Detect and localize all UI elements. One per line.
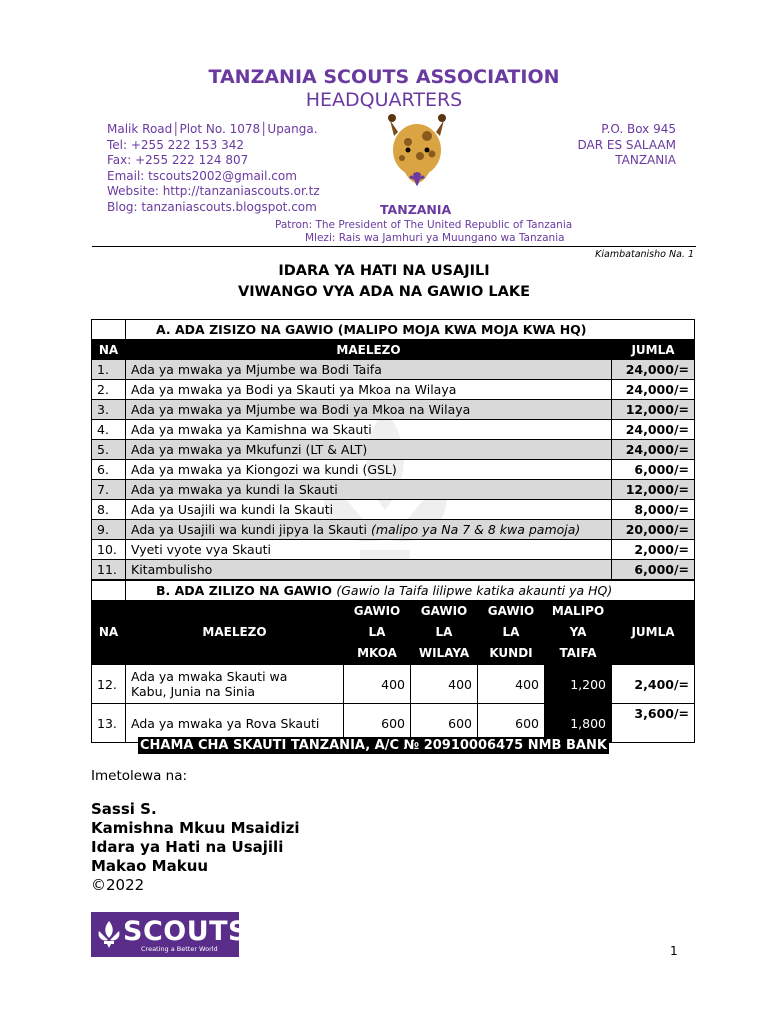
- page-number: 1: [670, 944, 678, 958]
- signature-block: [91, 800, 300, 876]
- row-amount: 24,000/=: [612, 360, 695, 380]
- row-amount: 24,000/=: [612, 440, 695, 460]
- row-amount: 12,000/=: [612, 480, 695, 500]
- table-row: [92, 380, 695, 400]
- row-amount: 6,000/=: [612, 460, 695, 480]
- hdr-line: GAWIO: [487, 604, 535, 618]
- giraffe-logo-icon: [372, 112, 462, 204]
- row-number: 3.: [92, 400, 126, 420]
- fees-table-b: [91, 580, 695, 743]
- fees-table-a: [91, 319, 695, 580]
- row-description: Vyeti vyote vya Skauti: [126, 540, 612, 560]
- hdr-line: TAIFA: [559, 646, 597, 660]
- patron-sw: Mlezi: Rais wa Jamhuri ya Muungano wa Tanzania: [305, 232, 565, 244]
- row-amount: 20,000/=: [612, 520, 695, 540]
- row-number: 12.: [92, 665, 126, 704]
- address-line: Email: tscouts2002@gmail.com: [107, 168, 297, 183]
- table-row: [92, 440, 695, 460]
- row-amount: 8,000/=: [612, 500, 695, 520]
- hdr-line: KUNDI: [489, 646, 533, 660]
- hdr-line: WILAYA: [418, 646, 470, 660]
- row-mkoa: 600: [344, 704, 411, 743]
- row-amount: 2,000/=: [612, 540, 695, 560]
- signatory-name: Sassi S.: [91, 800, 157, 818]
- row-wilaya: 600: [411, 704, 478, 743]
- table-row: [92, 520, 695, 540]
- scouts-logo: [91, 912, 257, 957]
- table-row: [92, 360, 695, 380]
- header-gawio-kundi: [478, 601, 545, 665]
- address-line: Website: http://tanzaniascouts.or.tz: [107, 184, 320, 198]
- empty-cell: [92, 320, 126, 340]
- issued-by-label: Imetolewa na:: [91, 768, 188, 784]
- header-na: NA: [92, 340, 126, 360]
- table-row: [92, 540, 695, 560]
- header-gawio-mkoa: [344, 601, 411, 665]
- address-line: Blog: tanzaniascouts.blogspot.com: [107, 199, 317, 214]
- row-amount: 24,000/=: [612, 420, 695, 440]
- row-number: 8.: [92, 500, 126, 520]
- hdr-line: YA: [569, 625, 587, 639]
- signatory-office: Makao Makuu: [91, 857, 209, 875]
- hdr-line: GAWIO: [353, 604, 401, 618]
- table-row: [92, 560, 695, 580]
- table-row: [92, 500, 695, 520]
- address-line: TANZANIA: [615, 153, 676, 167]
- scouts-tagline: Creating a Better World: [141, 945, 218, 953]
- address-line: DAR ES SALAAM: [577, 137, 676, 152]
- row-number: 9.: [92, 520, 126, 540]
- header-maelezo: MAELEZO: [126, 340, 612, 360]
- row-wilaya: 400: [411, 665, 478, 704]
- table-row: [92, 400, 695, 420]
- row-number: 6.: [92, 460, 126, 480]
- row-description: Ada ya mwaka ya Mkufunzi (LT & ALT): [126, 440, 612, 460]
- table-row: [92, 460, 695, 480]
- row-taifa: 1,200: [545, 665, 612, 704]
- table-header-row: [92, 601, 695, 665]
- header-malipo-taifa: [545, 601, 612, 665]
- address-left: [107, 122, 320, 215]
- attachment-number: Kiambatanisho Na. 1: [595, 249, 694, 260]
- address-line: Malik Road│Plot No. 1078│Upanga.: [107, 122, 318, 136]
- section-note: (Gawio la Taifa lilipwe katika akaunti ya HQ): [336, 583, 613, 598]
- row-number: 7.: [92, 480, 126, 500]
- table-row: [92, 480, 695, 500]
- row-amount: 3,600/=: [612, 704, 695, 743]
- row-number: 11.: [92, 560, 126, 580]
- scouts-logo-text: [123, 916, 257, 947]
- row-kundi: 600: [478, 704, 545, 743]
- logo-caption: TANZANIA: [380, 202, 452, 217]
- table-row: [92, 420, 695, 440]
- row-description: Ada ya mwaka ya kundi la Skauti: [126, 480, 612, 500]
- fleur-de-lis-icon: [97, 920, 121, 948]
- row-description-text: Ada ya Usajili wa kundi jipya la Skauti: [131, 522, 371, 537]
- row-description: Ada ya mwaka ya Mjumbe wa Bodi Taifa: [126, 360, 612, 380]
- row-number: 5.: [92, 440, 126, 460]
- row-description-line: Ada ya mwaka Skauti wa: [131, 669, 288, 684]
- bank-account: CHAMA CHA SKAUTI TANZANIA, A/C № 20910006475 NMB BANK: [140, 738, 607, 753]
- header-na: NA: [92, 601, 126, 665]
- hdr-line: LA: [502, 625, 520, 639]
- row-description: [126, 520, 612, 540]
- table-header-row: [92, 340, 695, 360]
- section-title: [126, 581, 695, 601]
- row-description: Kitambulisho: [126, 560, 612, 580]
- row-number: 4.: [92, 420, 126, 440]
- header-maelezo: MAELEZO: [126, 601, 344, 665]
- document-subtitle: VIWANGO VYA ADA NA GAWIO LAKE: [238, 284, 530, 300]
- registered-mark: ®: [248, 923, 257, 932]
- org-subtitle: HEADQUARTERS: [305, 89, 463, 111]
- row-kundi: 400: [478, 665, 545, 704]
- row-number: 2.: [92, 380, 126, 400]
- table-section-row: [92, 320, 695, 340]
- row-description: Ada ya mwaka ya Kiongozi wa kundi (GSL): [126, 460, 612, 480]
- address-line: Fax: +255 222 124 807: [107, 153, 249, 167]
- address-right: [577, 122, 676, 169]
- empty-cell: [92, 581, 126, 601]
- hdr-line: MKOA: [357, 646, 397, 660]
- hdr-line: GAWIO: [420, 604, 468, 618]
- section-title: A. ADA ZISIZO NA GAWIO (MALIPO MOJA KWA MOJA KWA HQ): [126, 320, 695, 340]
- patron-en: Patron: The President of The United Republic of Tanzania: [275, 219, 573, 231]
- table-row: [92, 665, 695, 704]
- copyright: ©2022: [91, 876, 145, 894]
- row-mkoa: 400: [344, 665, 411, 704]
- row-description: Ada ya mwaka ya Kamishna wa Skauti: [126, 420, 612, 440]
- divider: [92, 246, 696, 247]
- table-section-row: [92, 581, 695, 601]
- signatory-title: Kamishna Mkuu Msaidizi: [91, 819, 300, 837]
- row-amount: 12,000/=: [612, 400, 695, 420]
- org-title: TANZANIA SCOUTS ASSOCIATION: [208, 66, 560, 88]
- patron-text: [275, 219, 572, 245]
- signatory-dept: Idara ya Hati na Usajili: [91, 838, 284, 856]
- scouts-word: SCOUTS: [123, 916, 249, 947]
- row-description: [126, 665, 344, 704]
- row-number: 1.: [92, 360, 126, 380]
- address-line: Tel: +255 222 153 342: [107, 137, 244, 152]
- section-title-text: B. ADA ZILIZO NA GAWIO: [156, 583, 337, 598]
- hdr-line: LA: [368, 625, 386, 639]
- row-number: 10.: [92, 540, 126, 560]
- address-line: P.O. Box 945: [601, 122, 676, 136]
- header-gawio-wilaya: [411, 601, 478, 665]
- row-description-line: Kabu, Junia na Sinia: [131, 684, 256, 699]
- row-description: Ada ya mwaka ya Bodi ya Skauti ya Mkoa na Wilaya: [126, 380, 612, 400]
- row-amount: 2,400/=: [612, 665, 695, 704]
- row-number: 13.: [92, 704, 126, 743]
- row-amount: 6,000/=: [612, 560, 695, 580]
- row-taifa: 1,800: [545, 704, 612, 743]
- header-jumla: JUMLA: [612, 340, 695, 360]
- row-note: (malipo ya Na 7 & 8 kwa pamoja): [370, 522, 581, 537]
- row-amount: 24,000/=: [612, 380, 695, 400]
- hdr-line: LA: [435, 625, 453, 639]
- hdr-line: MALIPO: [551, 604, 605, 618]
- row-description: Ada ya mwaka ya Rova Skauti: [126, 704, 344, 743]
- row-description: Ada ya Usajili wa kundi la Skauti: [126, 500, 612, 520]
- header-jumla: JUMLA: [612, 601, 695, 665]
- row-description: Ada ya mwaka ya Mjumbe wa Bodi ya Mkoa na Wilaya: [126, 400, 612, 420]
- document-title: IDARA YA HATI NA USAJILI: [278, 263, 490, 279]
